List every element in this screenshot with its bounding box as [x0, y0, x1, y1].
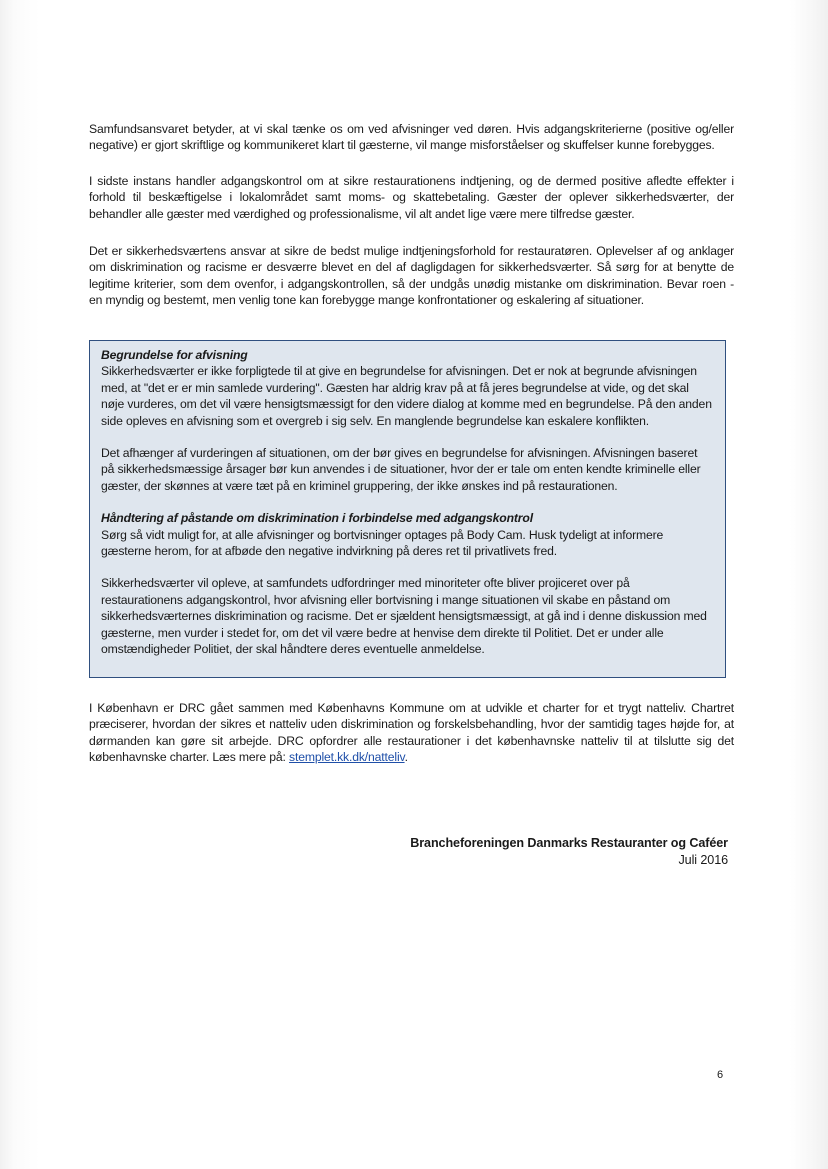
box-text-discrimination-1: Sørg så vidt muligt for, at alle afvisninger og bortvisninger optages på Body Cam. Husk tydeligt at informere gæsterne herom, for at afbøde den negative indvirkning på deres ret til privatlivets fred.: [101, 527, 664, 559]
box-text-rejection-2: Det afhænger af vurderingen af situationen, om der bør gives en begrundelse for afvisningen. Afvisningen baseret på sikkerhedsmæssige årsager bør kun anvendes i de situationer, hvor der er tale om enten kendte kriminelle eller gæster, der skønnes at være tæt på en kriminel gruppering, der ikke ønskes ind på restaurationen.: [101, 446, 701, 493]
page-number: 6: [717, 1069, 724, 1081]
charter-period: .: [404, 750, 408, 765]
paragraph-social-responsibility: Samfundsansvaret betyder, at vi skal tænke os om ved afvisninger ved døren. Hvis adgangskriterierne (positive og/eller negative) er gjort skriftlige og kommunikeret klart til gæsterne, vil mange misforståelser og skuffelser kunne forebygges.: [89, 122, 734, 153]
paragraph-charter: [89, 700, 734, 766]
signature-organization: Brancheforeningen Danmarks Restauranter og Caféer: [410, 836, 728, 850]
charter-link[interactable]: stemplet.kk.dk/natteliv: [289, 750, 405, 765]
info-box: [89, 340, 726, 678]
charter-text: I København er DRC gået sammen med Københavns Kommune om at udvikle et charter for et trygt natteliv. Chartret præciserer, hvordan der sikres et natteliv uden diskrimination og forskelsbehandling, hvor der samtidig tages højde for, at dørmanden kan gøre sit arbejde. DRC opfordrer alle restaurationer i det københavnske natteliv til at tilslutte sig det københavnske charter. Læs mere på:: [89, 701, 734, 765]
signature-date: Juli 2016: [678, 853, 728, 867]
paragraph-earnings: I sidste instans handler adgangskontrol om at sikre restaurationens indtjening, og de dermed positive afledte effekter i forhold til beskæftigelse i lokalområdet samt moms- og skattebetaling. Gæster der oplever sikkerhedsværter, der behandler alle gæster med værdighed og professionalisme, vil alt andet lige være mere tilfredse gæster.: [89, 174, 734, 221]
box-heading-rejection-reason: Begrundelse for afvisning: [101, 348, 248, 362]
box-heading-discrimination: Håndtering af påstande om diskrimination i forbindelse med adgangskontrol: [101, 511, 533, 526]
box-text-rejection-1: Sikkerhedsværter er ikke forpligtede til at give en begrundelse for afvisningen. Det er nok at begrunde afvisningen med, at "det er er min samlede vurdering". Gæsten har aldrig krav på at få jeres begrundelse at vide, og det skal nøje vurderes, om det vil være hensigtsmæssigt for den videre dialog at komme med en begrundelse. På den anden side opleves en afvisning som et overgreb i sig selv. En manglende begrundelse kan eskalere konflikten.: [101, 364, 712, 428]
box-text-discrimination-2: Sikkerhedsværter vil opleve, at samfundets udfordringer med minoriteter ofte bliver projiceret over på restaurationens adgangskontrol, hvor afvisning eller bortvisning i mange situationen vil skabe en påstand om sikkerhedsværternes diskrimination og racisme. Det er sjældent hensigtsmæssigt, at gå ind i denne diskussion med gæsterne, men vurder i stedet for, om det vil være bedre at henvise dem direkte til Politiet. Det er under alle omstændigheder Politiet, der skal håndtere deres eventuelle anmeldelse.: [101, 576, 707, 657]
paragraph-host-responsibility: Det er sikkerhedsværtens ansvar at sikre de bedst mulige indtjeningsforhold for restauratøren. Oplevelser af og anklager om diskrimination og racisme er desværre blevet en del af dagligdagen for sikkerhedsværter. Så sørg for at benytte de legitime kriterier, som dem ovenfor, i adgangskontrollen, så der undgås unødig mistanke om diskrimination. Bevar roen - en myndig og bestemt, men venlig tone kan forebygge mange konfrontationer og eskalering af situationer.: [89, 244, 734, 308]
signature: [410, 835, 728, 869]
